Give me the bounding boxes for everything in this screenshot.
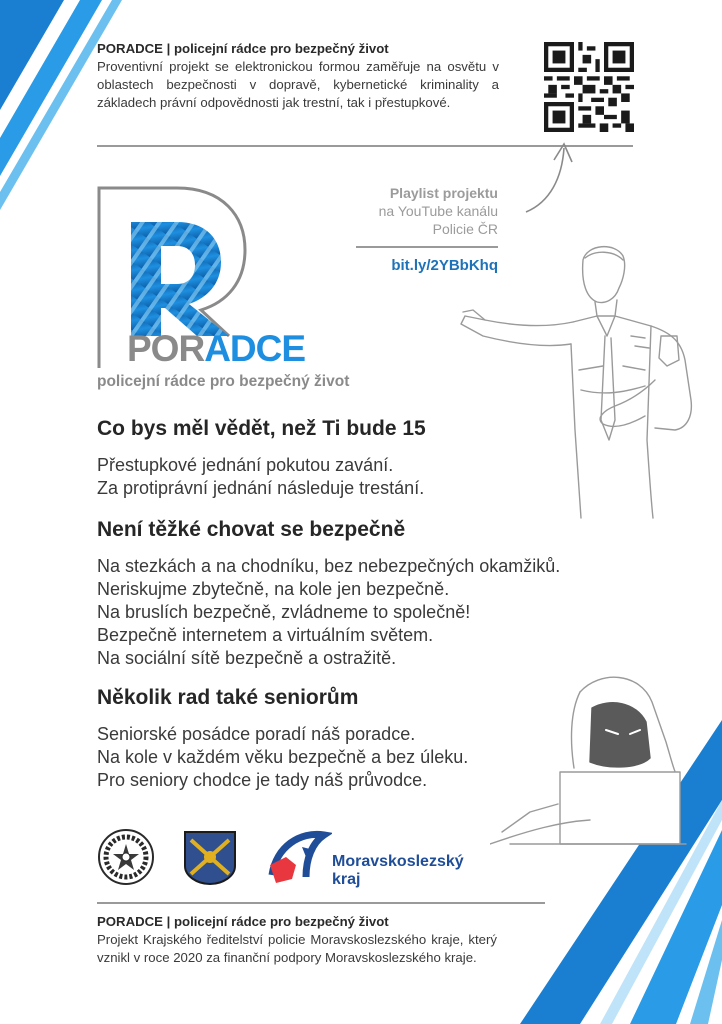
footer-description: Projekt Krajského ředitelství policie Moravskoslezského kraje, který vznikl v roce 2020 za finanční podpory Moravskoslezského kraje. bbox=[97, 932, 497, 965]
section-1-title: Co bys měl vědět, než Ti bude 15 bbox=[97, 417, 426, 440]
section-3-text bbox=[97, 723, 468, 792]
playlist-link[interactable]: bit.ly/2YBbKhq bbox=[391, 257, 498, 274]
section-2-line: Neriskujme zbytečně, na kole jen bezpečně. bbox=[97, 579, 450, 599]
logo-word-part1: POR bbox=[127, 328, 205, 369]
qr-code-icon[interactable] bbox=[544, 42, 634, 132]
msk-line-1: Moravskoslezský bbox=[332, 853, 464, 870]
arrow-up-icon bbox=[520, 138, 590, 218]
section-1-text bbox=[97, 454, 424, 500]
hacker-illustration bbox=[490, 672, 690, 852]
poradce-logo bbox=[97, 186, 367, 370]
police-officer-illustration bbox=[455, 240, 700, 520]
footer-brand: PORADCE | policejní rádce pro bezpečný život bbox=[97, 914, 389, 929]
section-3-line: Pro seniory chodce je tady náš průvodce. bbox=[97, 770, 428, 790]
moravskoslezsky-kraj-logo-icon bbox=[266, 829, 332, 889]
logo-tagline: policejní rádce pro bezpečný život bbox=[97, 373, 350, 390]
msk-wordmark bbox=[332, 853, 464, 889]
msk-line-2: kraj bbox=[332, 871, 361, 888]
playlist-line-1: Playlist projektu bbox=[389, 185, 498, 201]
police-badge-icon bbox=[97, 828, 155, 886]
regional-police-emblem-icon bbox=[183, 830, 237, 886]
section-1-line: Přestupkové jednání pokutou zavání. bbox=[97, 455, 394, 475]
logo-wordmark bbox=[127, 329, 305, 369]
playlist-line-3: Policie ČR bbox=[432, 221, 498, 237]
section-2-line: Bezpečně internetem a virtuálním světem. bbox=[97, 625, 434, 645]
section-2-line: Na sociální sítě bezpečně a ostražitě. bbox=[97, 648, 397, 668]
footer-text bbox=[97, 913, 497, 967]
section-1-line: Za protiprávní jednání následuje trestání. bbox=[97, 478, 425, 498]
playlist-line-2: na YouTube kanálu bbox=[378, 203, 498, 219]
section-3-line: Na kole v každém věku bezpečně a bez úleku. bbox=[97, 747, 469, 767]
bottom-divider bbox=[97, 902, 545, 904]
section-2-line: Na stezkách a na chodníku, bez nebezpečných okamžiků. bbox=[97, 556, 561, 576]
section-2-text bbox=[97, 555, 560, 670]
intro-brand: PORADCE | policejní rádce pro bezpečný život bbox=[97, 41, 389, 56]
intro-description: Proventivní projekt se elektronickou formou zaměřuje na osvětu v oblastech bezpečnosti v dopravě, kybernetické kriminality a základech právní odpovědnosti jak trestní, tak i přestupkové. bbox=[97, 59, 499, 110]
section-2-title: Není těžké chovat se bezpečně bbox=[97, 518, 406, 541]
intro-text bbox=[97, 40, 499, 112]
section-3-line: Seniorské posádce poradí náš poradce. bbox=[97, 724, 416, 744]
logo-word-part2: ADCE bbox=[204, 328, 306, 369]
section-2-line: Na bruslích bezpečně, zvládneme to společně! bbox=[97, 602, 471, 622]
section-3-title: Několik rad také seniorům bbox=[97, 686, 359, 709]
